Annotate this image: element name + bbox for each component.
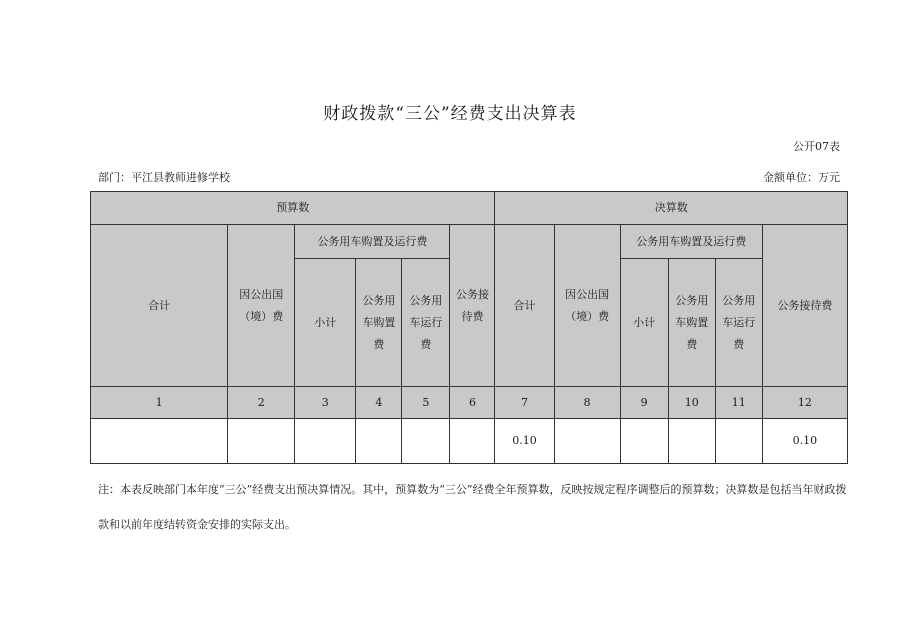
final-operation-header: 公务用车运行费 [715,259,762,387]
budget-purchase-header: 公务用车购置费 [356,259,402,387]
col-number: 7 [495,387,554,419]
budget-abroad-header: 因公出国（境）费 [228,225,295,387]
table-cell [715,419,762,464]
col-number: 2 [228,387,295,419]
table-cell [668,419,715,464]
table-cell [295,419,356,464]
budget-operation-header: 公务用车运行费 [402,259,450,387]
table-cell [450,419,495,464]
final-vehicle-group-header: 公务用车购置及运行费 [620,225,762,259]
table-cell [356,419,402,464]
table-row [91,419,848,464]
amount-unit-label: 金额单位：万元 [763,171,840,184]
table-cell: 0.10 [762,419,847,464]
col-number: 4 [356,387,402,419]
col-number: 6 [450,387,495,419]
col-number: 11 [715,387,762,419]
final-reception-header: 公务接待费 [762,225,847,387]
col-number: 9 [620,387,668,419]
table-cell: 0.10 [495,419,554,464]
budget-reception-header: 公务接待费 [450,225,495,387]
col-number: 10 [668,387,715,419]
table-note: 注：本表反映部门本年度“三公”经费支出预决算情况。其中，预算数为“三公”经费全年预算数，反映按规定程序调整后的预算数；决算数是包括当年财政拨款和以前年度结转资金安排的实际支出。 [98,483,847,531]
budget-group-header: 预算数 [91,192,495,225]
col-number: 12 [762,387,847,419]
table-cell [402,419,450,464]
col-number: 1 [91,387,228,419]
final-purchase-header: 公务用车购置费 [668,259,715,387]
final-total-header: 合计 [495,225,554,387]
three-public-expenses-table [90,191,848,464]
final-group-header: 决算数 [495,192,848,225]
col-number: 3 [295,387,356,419]
table-cell [91,419,228,464]
budget-subtotal-header: 小计 [295,259,356,387]
table-cell [554,419,620,464]
table-cell [620,419,668,464]
budget-total-header: 合计 [91,225,228,387]
col-number: 8 [554,387,620,419]
table-cell [228,419,295,464]
final-subtotal-header: 小计 [620,259,668,387]
page-title: 财政拨款“三公”经费支出决算表 [323,104,577,124]
department-label: 部门：平江县教师进修学校 [98,171,230,184]
budget-vehicle-group-header: 公务用车购置及运行费 [295,225,450,259]
final-abroad-header: 因公出国（境）费 [554,225,620,387]
col-number: 5 [402,387,450,419]
form-number: 公开07表 [793,140,840,153]
